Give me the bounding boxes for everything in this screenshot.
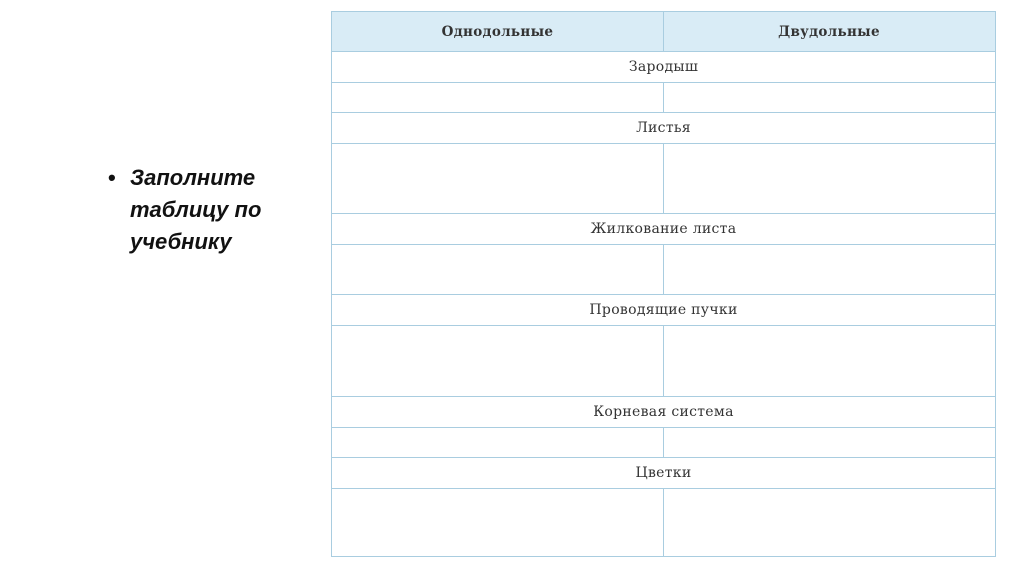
section-row-leaves xyxy=(332,113,995,144)
section-label-vascular-bundles: Проводящие пучки xyxy=(589,302,738,318)
answer-cell-dicots[interactable] xyxy=(663,245,995,294)
instruction-bullet xyxy=(108,162,308,258)
answer-row-embryo xyxy=(332,83,995,113)
section-label-leaves: Листья xyxy=(636,120,691,136)
section-row-venation xyxy=(332,214,995,245)
answer-cell-dicots[interactable] xyxy=(663,489,995,556)
instruction-line-1: Заполните xyxy=(130,165,256,190)
instruction-text xyxy=(108,162,308,258)
comparison-table xyxy=(331,11,996,557)
answer-cell-monocots[interactable] xyxy=(332,428,664,457)
answer-cell-monocots[interactable] xyxy=(332,245,664,294)
header-monocots: Однодольные xyxy=(332,12,664,51)
section-row-flowers xyxy=(332,458,995,489)
answer-cell-monocots[interactable] xyxy=(332,489,664,556)
answer-row-flowers xyxy=(332,489,995,556)
answer-row-root-system xyxy=(332,428,995,458)
answer-row-venation xyxy=(332,245,995,295)
section-label-venation: Жилкование листа xyxy=(590,221,737,237)
answer-cell-dicots[interactable] xyxy=(663,428,995,457)
instruction-line-2: таблицу по xyxy=(130,197,262,222)
section-label-root-system: Корневая система xyxy=(593,404,734,420)
section-row-embryo xyxy=(332,52,995,83)
header-dicots: Двудольные xyxy=(778,23,880,40)
answer-cell-dicots[interactable] xyxy=(663,83,995,112)
answer-cell-dicots[interactable] xyxy=(663,326,995,396)
answer-row-vascular-bundles xyxy=(332,326,995,397)
answer-cell-monocots[interactable] xyxy=(332,144,664,213)
section-label-flowers: Цветки xyxy=(635,465,692,481)
section-row-vascular-bundles xyxy=(332,295,995,326)
answer-cell-monocots[interactable] xyxy=(332,326,664,396)
answer-cell-monocots[interactable] xyxy=(332,83,664,112)
section-label-embryo: Зародыш xyxy=(628,59,699,75)
table-header-row xyxy=(332,12,995,52)
section-row-root-system xyxy=(332,397,995,428)
instruction-line-3: учебнику xyxy=(130,229,232,254)
answer-row-leaves xyxy=(332,144,995,214)
answer-cell-dicots[interactable] xyxy=(663,144,995,213)
bullet-marker: • xyxy=(108,165,116,190)
